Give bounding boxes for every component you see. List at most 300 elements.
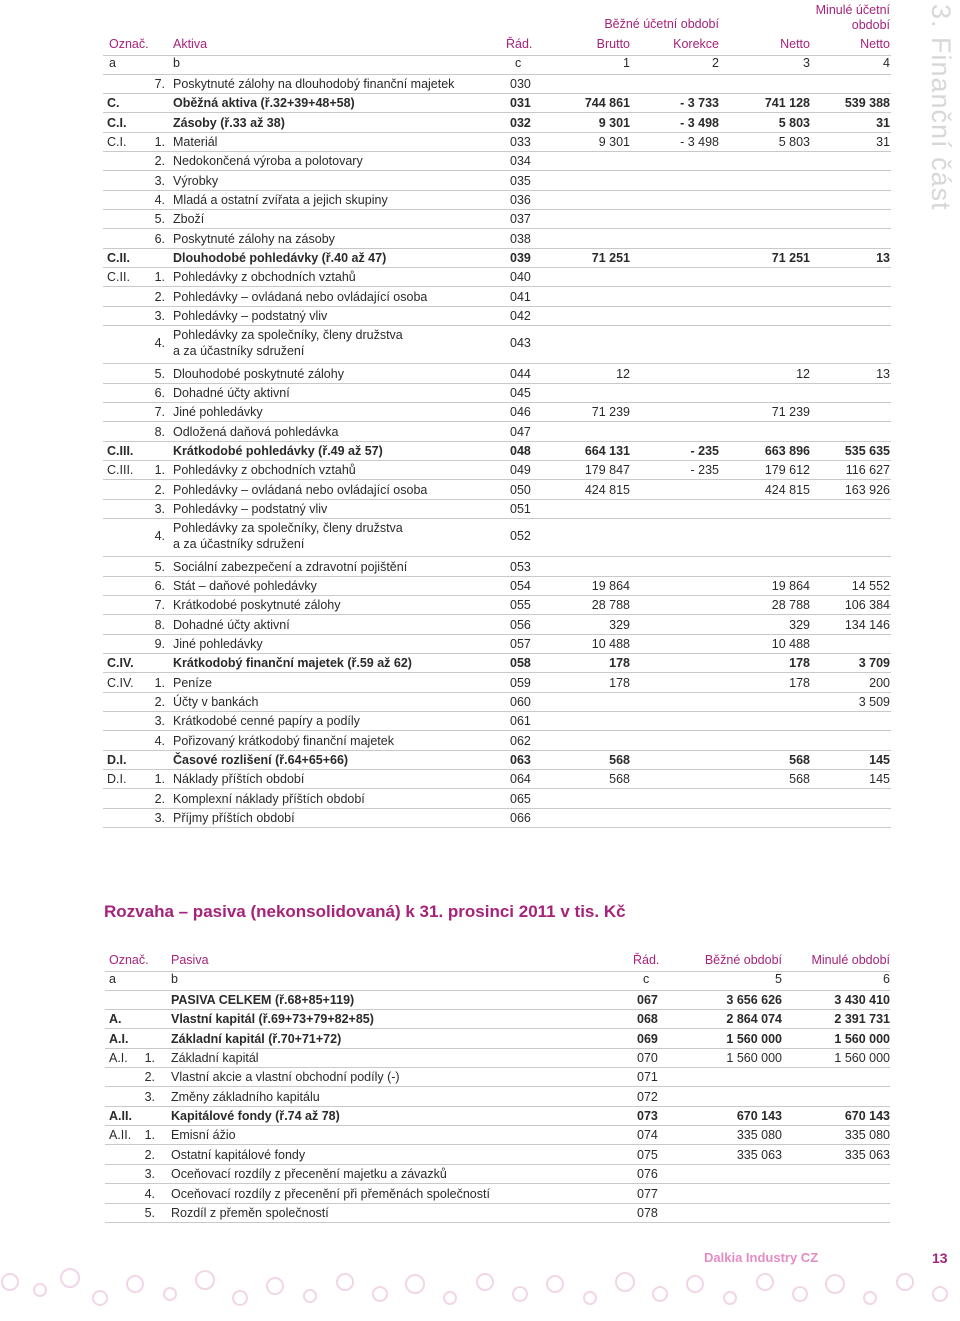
row-number: 7. [154,598,165,613]
table-row [103,712,891,731]
decorative-circle [724,1292,736,1304]
row-label: Změny základního kapitálu [171,1089,320,1104]
table-row [105,1165,890,1184]
row-code: C.II. [107,270,130,285]
decorative-circle [547,1276,563,1292]
row-number: 3. [144,1167,155,1182]
row-label: Odložená daňová pohledávka [173,424,339,439]
table-row [103,94,891,113]
table-row [103,732,891,751]
row-netto-prev: 535 635 [844,443,890,458]
row-rad: 034 [510,154,531,169]
row-label: Účty v bankách [173,694,259,709]
row-number: 1. [144,1051,155,1066]
row-number: 2. [144,1070,155,1085]
row-rad: 072 [637,1089,658,1104]
row-netto: 71 239 [771,405,810,420]
row-rad: 054 [510,578,531,593]
row-brutto: 10 488 [591,636,630,651]
row-current: 1 560 000 [726,1051,782,1066]
row-label: Krátkodobé poskytnuté zálohy [173,598,341,613]
liab-col-rad-header: Řád. [633,953,660,967]
row-number: 2. [144,1147,155,1162]
row-label: Oběžná aktiva (ř.32+39+48+58) [173,96,355,111]
row-current: 1 560 000 [726,1031,782,1046]
table-row [103,307,891,326]
row-label: Výrobky [173,173,219,188]
row-rad: 055 [510,598,531,613]
row-netto-prev: 200 [869,675,890,690]
row-number: 4. [154,733,165,748]
table-row [103,114,891,133]
table-row [103,172,891,191]
letter-b: b [173,56,180,70]
row-label: PASIVA CELKEM (ř.68+85+119) [171,993,355,1007]
row-rad: 033 [510,134,531,149]
section-side-title: 3. Finanční část [926,4,956,211]
row-code: C.III. [107,463,134,478]
row-netto: 28 788 [771,598,810,613]
row-rad: 041 [510,289,531,304]
row-netto-prev: 31 [876,134,890,149]
table-row [103,577,891,596]
col-name-header: Aktiva [173,37,208,51]
row-rad: 075 [637,1147,658,1162]
row-label: Jiné pohledávky [173,405,263,420]
row-label: Pohledávky – podstatný vliv [173,501,328,516]
row-rad: 050 [510,482,531,497]
row-netto-prev: 106 384 [844,598,890,613]
letter-3: 3 [803,56,810,70]
row-netto: 179 612 [764,463,810,478]
row-brutto: 178 [609,675,630,690]
row-label-line2: a za účastníky sdružení [173,344,305,359]
row-rad: 032 [510,115,531,130]
row-label: Emisní ážio [171,1128,236,1143]
row-brutto: 9 301 [598,134,630,149]
decorative-circle [687,1276,703,1292]
decorative-circle [897,1274,913,1290]
row-label: Pohledávky z obchodních vztahů [173,270,356,285]
table-row [103,654,891,673]
row-brutto: 71 251 [591,250,630,265]
row-netto-prev: 3 709 [858,656,890,671]
table-row [105,1088,890,1107]
row-current: 3 656 626 [726,993,782,1007]
liab-col-previous-header: Minulé období [811,953,890,967]
header-current-period: Běžné účetní období [604,17,719,31]
row-previous: 1 560 000 [834,1051,890,1066]
row-number: 1. [154,270,165,285]
row-label: Poskytnuté zálohy na dlouhodobý finanční majetek [173,77,455,91]
row-number: 1. [154,134,165,149]
row-label: Zboží [173,212,205,227]
row-label: Dohadné účty aktivní [173,385,290,400]
liab-col-name-header: Pasiva [171,953,209,967]
row-label: Dlouhodobé pohledávky (ř.40 až 47) [173,250,387,265]
row-rad: 074 [637,1128,658,1143]
row-code: D.I. [107,772,127,787]
footer-brand: Dalkia Industry CZ [704,1250,819,1265]
letter-1: 1 [623,56,630,70]
row-label: Mladá a ostatní zvířata a jejich skupiny [173,192,388,207]
row-label: Komplexní náklady příštích období [173,791,365,806]
row-number: 7. [154,77,165,91]
liab-letter-a: a [109,972,116,986]
row-netto-prev: 145 [869,772,890,787]
row-brutto: 19 864 [591,578,630,593]
row-brutto: 664 131 [584,443,630,458]
row-number: 4. [154,336,165,351]
header-previous-period: Minulé účetní období [815,3,890,32]
table-row [103,403,891,422]
row-rad: 063 [510,752,531,767]
decorative-circle [373,1287,387,1301]
row-number: 6. [154,578,165,593]
row-code: D.I. [107,752,127,767]
row-netto-prev: 13 [876,250,890,265]
decorative-circle [61,1269,79,1287]
row-netto-prev: 145 [869,752,890,767]
row-netto: 424 815 [764,482,810,497]
row-code: A. [109,1012,122,1027]
decorative-circle [93,1291,107,1305]
row-number: 5. [144,1205,155,1220]
row-netto-prev: 116 627 [845,463,890,478]
row-code: A.II. [109,1128,132,1143]
row-current: 335 063 [736,1147,782,1162]
table-row [105,1146,890,1165]
row-label: Pohledávky za společníky, členy družstva [173,521,403,536]
table-row [103,770,891,789]
row-rad: 046 [510,405,531,420]
row-number: 2. [154,289,165,304]
table-row [103,210,891,229]
table-row [105,1068,890,1087]
table-row [103,230,891,249]
row-netto: 178 [789,675,810,690]
row-rad: 043 [510,336,531,351]
row-number: 2. [154,482,165,497]
letter-c: c [515,56,522,70]
row-label: Nedokončená výroba a polotovary [173,154,363,169]
row-netto: 568 [789,772,810,787]
decorative-circle [444,1292,456,1304]
row-code: C.II. [107,250,130,265]
decorative-circle [477,1274,493,1290]
row-rad: 053 [510,559,531,574]
letter-a: a [109,56,116,70]
row-current: 2 864 074 [726,1012,782,1027]
row-label: Náklady příštích období [173,772,305,787]
row-korekce: - 3 498 [680,134,719,149]
row-netto: 178 [789,656,810,671]
row-label: Krátkodobé pohledávky (ř.49 až 57) [173,443,383,458]
table-row [103,500,891,519]
table-row [103,365,891,384]
decorative-circle [616,1273,634,1291]
decorative-circle [793,1287,807,1301]
row-netto: 71 251 [771,250,810,265]
table-row [103,635,891,654]
row-rad: 071 [637,1070,658,1085]
row-code: C.IV. [107,656,134,671]
row-rad: 064 [510,772,531,787]
row-label: Pohledávky za společníky, členy družstva [173,328,403,343]
row-rad: 051 [510,501,531,516]
decorative-circle [757,1274,773,1290]
row-korekce: - 235 [690,463,719,478]
liab-letter-5: 5 [775,972,782,986]
row-rad: 061 [510,714,531,729]
row-brutto: 28 788 [591,598,630,613]
col-rad-header: Řád. [506,37,533,51]
row-netto: 5 803 [778,134,810,149]
table-row [103,519,891,557]
liab-letter-6: 6 [883,972,890,986]
row-brutto: 179 847 [584,463,630,478]
row-label: Dohadné účty aktivní [173,617,290,632]
row-netto-prev: 13 [876,366,890,381]
decorative-circle [513,1287,527,1301]
table-row [103,809,891,828]
row-netto-prev: 134 146 [844,617,890,632]
row-number: 2. [154,791,165,806]
row-number: 6. [154,231,165,246]
row-rad: 047 [510,424,531,439]
row-code: A.II. [109,1109,132,1124]
row-label: Materiál [173,134,218,149]
table-row [103,751,891,770]
table-row [103,75,891,94]
liab-col-ozn-header: Označ. [109,953,149,967]
decorative-circle [34,1284,46,1296]
liab-col-current-header: Běžné období [704,953,782,967]
table-row [103,442,891,461]
table-row [105,1126,890,1145]
row-label: Dlouhodobé poskytnuté zálohy [173,366,344,381]
row-number: 5. [154,212,165,227]
table-row [103,693,891,712]
row-number: 1. [144,1128,155,1143]
row-netto-prev: 3 509 [858,694,890,709]
table-row [105,991,890,1010]
row-number: 1. [154,463,165,478]
table-row [105,1185,890,1204]
table-row [105,1010,890,1029]
row-rad: 059 [510,675,531,690]
row-code: C.III. [107,443,134,458]
row-netto: 12 [796,366,810,381]
row-code: A.I. [109,1051,128,1066]
decorative-circle [933,1287,947,1301]
decorative-circle [584,1292,596,1304]
page-number: 13 [932,1250,948,1266]
col-netto-header: Netto [780,37,810,51]
row-brutto: 568 [609,772,630,787]
row-code: C.I. [107,134,127,149]
liabilities-title: Rozvaha – pasiva (nekonsolidovaná) k 31. prosinci 2011 v tis. Kč [104,902,626,921]
row-previous: 2 391 731 [834,1012,890,1027]
row-number: 4. [144,1186,155,1201]
row-brutto: 9 301 [598,115,630,130]
row-brutto: 424 815 [584,482,630,497]
row-code: A.I. [109,1031,129,1046]
row-rad: 060 [510,694,531,709]
row-rad: 062 [510,733,531,748]
row-label: Časové rozlišení (ř.64+65+66) [173,752,349,767]
row-number: 3. [154,810,165,825]
table-row [103,596,891,615]
liab-letter-b: b [171,972,178,986]
row-number: 6. [154,385,165,400]
row-label: Zásoby (ř.33 až 38) [173,115,285,130]
table-row [103,133,891,152]
row-rad: 056 [510,617,531,632]
row-netto: 329 [789,617,810,632]
liabilities-header-row [105,953,890,972]
row-number: 8. [154,424,165,439]
table-row [103,288,891,307]
row-brutto: 329 [609,617,630,632]
row-number: 1. [154,675,165,690]
row-number: 1. [154,772,165,787]
row-label: Pohledávky – podstatný vliv [173,308,328,323]
row-rad: 030 [510,77,531,91]
row-label: Pohledávky – ovládaná nebo ovládající osoba [173,482,428,497]
decorative-circle [826,1275,844,1293]
row-label: Oceňovací rozdíly z přecenění při přeměnách společností [171,1186,490,1201]
decorative-circle [196,1271,214,1289]
row-number: 9. [154,636,165,651]
decorative-circle [164,1288,176,1300]
row-rad: 052 [510,529,531,544]
decorative-circle [267,1278,283,1294]
row-label: Pohledávky – ovládaná nebo ovládající osoba [173,289,428,304]
row-number: 8. [154,617,165,632]
row-rad: 036 [510,192,531,207]
row-rad: 038 [510,231,531,246]
row-previous: 3 430 410 [834,993,890,1007]
row-code: C. [107,96,120,111]
row-label: Sociální zabezpečení a zdravotní pojištění [173,559,408,574]
decorative-circle [233,1291,247,1305]
row-label: Jiné pohledávky [173,636,263,651]
table-row [103,152,891,171]
row-korekce: - 3 498 [680,115,719,130]
table-row [103,616,891,635]
table-row [103,384,891,403]
row-label: Oceňovací rozdíly z přecenění majetku a závazků [171,1167,447,1182]
row-rad: 057 [510,636,531,651]
row-brutto: 71 239 [591,405,630,420]
row-rad: 066 [510,810,531,825]
row-netto: 5 803 [778,115,810,130]
table-row [103,461,891,480]
row-netto: 19 864 [771,578,810,593]
table-row [103,423,891,442]
row-label: Pořizovaný krátkodobý finanční majetek [173,733,394,748]
row-label: Krátkodobý finanční majetek (ř.59 až 62) [173,656,412,671]
row-number: 2. [154,154,165,169]
decorative-circle [2,1274,18,1290]
decorative-circles [0,1268,960,1321]
row-netto-prev: 539 388 [844,96,890,111]
row-label: Kapitálové fondy (ř.74 až 78) [171,1109,340,1124]
row-korekce: - 235 [690,443,719,458]
row-rad: 073 [637,1109,658,1124]
row-code: C.I. [107,115,127,130]
table-row [105,1107,890,1126]
row-label-line2: a za účastníky sdružení [173,537,305,552]
table-row [103,191,891,210]
row-label: Rozdíl z přeměn společností [171,1205,329,1220]
row-rad: 045 [510,385,531,400]
assets-header-row [103,37,891,56]
decorative-circle [337,1274,353,1290]
row-number: 4. [154,529,165,544]
row-label: Ostatní kapitálové fondy [171,1147,306,1162]
row-netto-prev: 14 552 [851,578,890,593]
row-code: C.IV. [107,675,134,690]
row-current: 335 080 [736,1128,782,1143]
row-label: Příjmy příštích období [173,810,295,825]
row-rad: 035 [510,173,531,188]
row-brutto: 568 [609,752,630,767]
row-previous: 670 143 [844,1109,890,1124]
decorative-circle [864,1292,876,1304]
table-row [105,1030,890,1049]
row-rad: 069 [637,1031,658,1046]
col-brutto-header: Brutto [596,37,630,51]
row-rad: 076 [637,1167,658,1182]
row-number: 3. [154,308,165,323]
row-current: 670 143 [736,1109,782,1124]
table-row [105,1204,890,1223]
row-previous: 335 063 [844,1147,890,1162]
row-rad: 031 [510,96,531,111]
row-label: Vlastní kapitál (ř.69+73+79+82+85) [171,1012,374,1027]
decorative-circle [304,1290,316,1302]
decorative-circle [653,1287,667,1301]
row-rad: 048 [510,443,531,458]
row-brutto: 12 [616,366,630,381]
row-number: 3. [154,173,165,188]
row-label: Peníze [173,675,212,690]
row-netto: 10 488 [771,636,810,651]
assets-letters-row [103,56,891,75]
row-number: 2. [154,694,165,709]
row-label: Vlastní akcie a vlastní obchodní podíly (-) [171,1070,400,1085]
row-number: 3. [154,501,165,516]
row-number: 5. [154,559,165,574]
letter-2: 2 [712,56,719,70]
row-number: 4. [154,192,165,207]
row-previous: 1 560 000 [834,1031,890,1046]
row-netto-prev: 31 [876,115,890,130]
row-previous: 335 080 [844,1128,890,1143]
row-label: Základní kapitál (ř.70+71+72) [171,1031,342,1046]
row-rad: 044 [510,366,531,381]
row-rad: 068 [637,1012,658,1027]
row-rad: 049 [510,463,531,478]
decorative-circle [127,1276,143,1292]
row-brutto: 744 861 [584,96,630,111]
row-label: Poskytnuté zálohy na zásoby [173,231,335,246]
row-netto: 663 896 [764,443,810,458]
table-row [103,481,891,500]
row-rad: 042 [510,308,531,323]
